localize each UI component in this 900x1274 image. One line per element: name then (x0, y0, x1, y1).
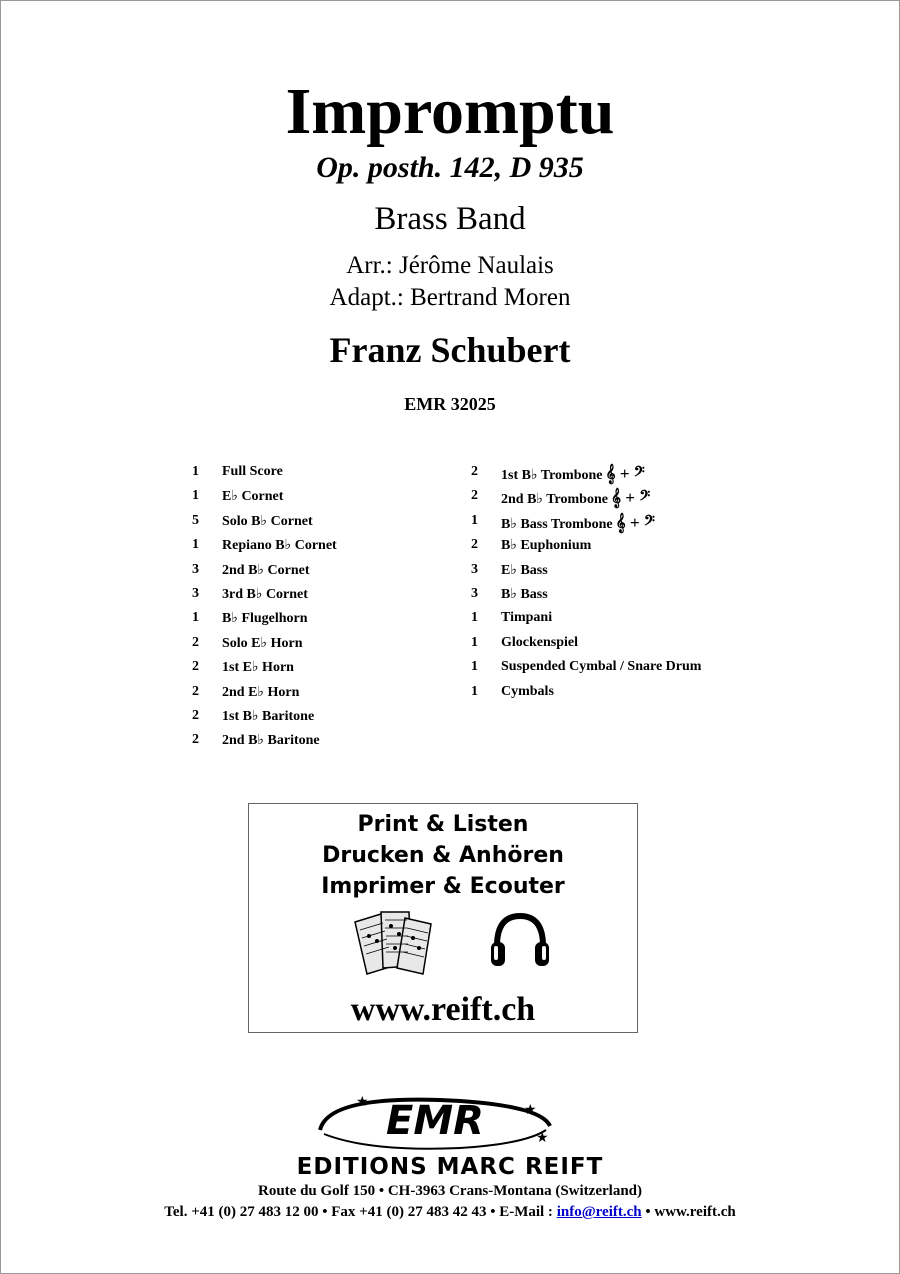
promo-line-imprimer: Imprimer & Ecouter (321, 874, 565, 899)
instrument-quantity: 1 (192, 537, 199, 553)
instrument-quantity: 1 (192, 488, 199, 504)
instrument-quantity: 2 (471, 464, 478, 479)
promo-url[interactable]: www.reift.ch (350, 991, 536, 1028)
instrument-quantity: 1 (471, 659, 478, 675)
instrument-name (222, 659, 294, 676)
clef-icons: 𝄞 + 𝄢 (605, 464, 645, 483)
instrument-name (222, 586, 308, 603)
clef-icons: 𝄞 + 𝄢 (615, 512, 655, 532)
opus-subtitle: Op. posth. 142, D 935 (316, 151, 584, 184)
instrument-name-text: 1st B♭ Trombone (501, 468, 603, 483)
page-title: Impromptu (285, 75, 615, 148)
contact-website: • www.reift.ch (641, 1204, 736, 1220)
instrument-quantity: 1 (471, 512, 478, 528)
instrument-quantity: 2 (192, 659, 199, 675)
instrument-quantity: 3 (471, 585, 478, 601)
instrument-name-text: B♭ Bass (501, 586, 548, 602)
svg-text:★: ★ (536, 1131, 549, 1146)
email-link[interactable]: info@reift.ch (556, 1204, 642, 1220)
publisher-address: Route du Golf 150 • CH-3963 Crans-Montana (Switzerland) (258, 1183, 642, 1199)
instrument-name-text: 3rd B♭ Cornet (222, 586, 308, 602)
promo-line-drucken: Drucken & Anhören (322, 843, 564, 868)
instrument-name-text: B♭ Bass Trombone (501, 516, 613, 532)
instrument-name-text: E♭ Bass (501, 562, 548, 578)
instrument-quantity: 5 (192, 512, 199, 528)
headphones-icon (489, 910, 551, 972)
instrument-name (222, 732, 320, 749)
instrument-quantity: 2 (192, 707, 199, 723)
instrument-quantity: 2 (471, 488, 478, 504)
instrument-quantity: 1 (192, 610, 199, 626)
publisher-contact (0, 1203, 900, 1221)
instrument-name (222, 537, 337, 554)
instrument-name (222, 513, 313, 530)
instrument-name-text: Suspended Cymbal / Snare Drum (501, 659, 702, 675)
instrument-name-text: B♭ Flugelhorn (222, 611, 308, 627)
instrument-quantity: 2 (471, 537, 478, 553)
instrument-name-text: 2nd B♭ Cornet (222, 562, 310, 578)
composer-name: Franz Schubert (329, 330, 571, 370)
instrument-quantity: 1 (471, 634, 478, 650)
svg-text:★: ★ (524, 1103, 537, 1118)
instrument-name (501, 513, 655, 533)
instrument-name (501, 586, 548, 603)
clef-icons: 𝄞 + 𝄢 (610, 488, 651, 508)
ensemble-label: Brass Band (374, 201, 526, 237)
instrument-name-text: 2nd E♭ Horn (222, 684, 300, 700)
instrument-quantity: 2 (192, 683, 199, 699)
instrument-name (222, 464, 283, 480)
instrument-name-text: 1st B♭ Baritone (222, 708, 315, 724)
instrument-name (501, 635, 578, 651)
instrument-quantity: 1 (471, 610, 478, 626)
instrument-quantity: 1 (192, 464, 199, 479)
publisher-name: EDITIONS MARC REIFT (296, 1154, 604, 1180)
instrument-name (501, 610, 552, 626)
print-listen-box[interactable] (248, 803, 638, 1033)
instrument-name (501, 659, 701, 675)
instrument-name (222, 488, 283, 505)
instrument-name-text: Solo E♭ Horn (222, 635, 303, 651)
instrument-name-text: 2nd B♭ Trombone (501, 492, 608, 508)
emr-logo (310, 1090, 560, 1152)
arranger-credit: Arr.: Jérôme Naulais (346, 252, 554, 279)
instrument-name-text: Repiano B♭ Cornet (222, 538, 337, 554)
svg-text:★: ★ (356, 1095, 369, 1110)
instrument-quantity: 2 (192, 732, 199, 748)
instrument-quantity: 2 (192, 634, 199, 650)
instrument-name-text: E♭ Cornet (222, 489, 284, 505)
instrument-name-text: Glockenspiel (501, 634, 579, 650)
instrument-name (501, 562, 548, 579)
adapter-credit: Adapt.: Bertrand Moren (329, 284, 571, 311)
instrument-name-text: Timpani (501, 610, 553, 626)
instrument-name-text: B♭ Euphonium (501, 538, 592, 554)
promo-line-print-listen: Print & Listen (357, 812, 529, 837)
instrument-name (501, 488, 650, 508)
instrument-name-text: Cymbals (501, 683, 554, 699)
instrument-quantity: 3 (192, 561, 199, 577)
instrument-name (222, 562, 310, 579)
contact-phone-fax: Tel. +41 (0) 27 483 12 00 • Fax +41 (0) 27 483 42 43 • E-Mail : (164, 1204, 557, 1220)
instrument-name (222, 684, 299, 701)
instrument-name (501, 537, 591, 554)
instrument-quantity: 1 (471, 683, 478, 699)
instrument-name-text: 1st E♭ Horn (222, 660, 294, 676)
instrument-quantity: 3 (192, 585, 199, 601)
instrument-quantity: 3 (471, 561, 478, 577)
sheet-music-icon (351, 908, 441, 978)
instrument-name (222, 610, 308, 627)
instrument-name (501, 684, 554, 700)
instrument-name-text: 2nd B♭ Baritone (222, 733, 320, 749)
instrument-name (501, 464, 645, 484)
instrument-name (222, 635, 303, 652)
instrument-name-text: Solo B♭ Cornet (222, 513, 313, 529)
emr-logo-text: EMR (386, 1098, 484, 1144)
instrument-name (222, 708, 314, 725)
catalog-number: EMR 32025 (404, 394, 496, 414)
instrument-name-text: Full Score (222, 464, 283, 479)
